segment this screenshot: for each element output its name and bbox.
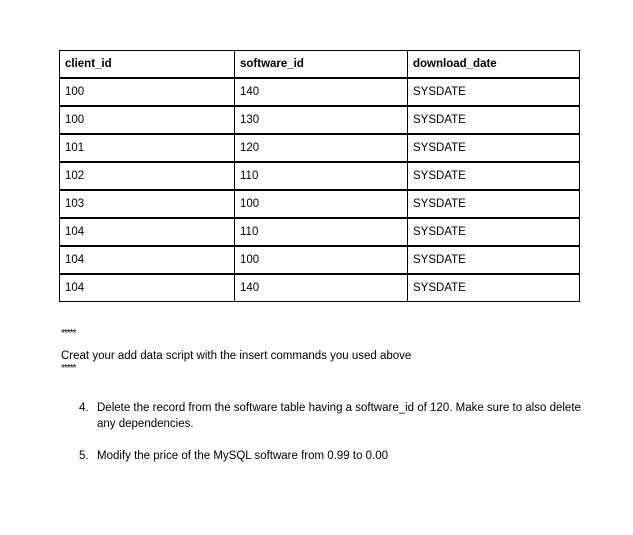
cell-software-id: 140 <box>235 274 408 302</box>
cell-client-id: 104 <box>60 218 235 246</box>
table-header-row <box>60 51 580 79</box>
cell-download-date: SYSDATE <box>408 106 580 134</box>
task-number: 5. <box>79 450 89 462</box>
table-row <box>60 106 580 134</box>
separator-stars-bottom: ***** <box>61 363 76 374</box>
cell-download-date: SYSDATE <box>408 78 580 106</box>
cell-download-date: SYSDATE <box>408 246 580 274</box>
table-row <box>60 246 580 274</box>
list-item <box>61 400 601 432</box>
cell-software-id: 120 <box>235 134 408 162</box>
table-row <box>60 190 580 218</box>
task-text: Modify the price of the MySQL software from 0.99 to 0.00 <box>97 450 389 462</box>
cell-client-id: 104 <box>60 274 235 302</box>
table-row <box>60 218 580 246</box>
cell-client-id: 101 <box>60 134 235 162</box>
table-row <box>60 274 580 302</box>
cell-download-date: SYSDATE <box>408 162 580 190</box>
instruction-text: Creat your add data script with the insert commands you used above <box>61 350 412 362</box>
cell-software-id: 100 <box>235 246 408 274</box>
cell-software-id: 140 <box>235 78 408 106</box>
table-row <box>60 78 580 106</box>
cell-software-id: 110 <box>235 162 408 190</box>
table-row <box>60 162 580 190</box>
cell-software-id: 100 <box>235 190 408 218</box>
list-item <box>61 448 601 464</box>
cell-software-id: 110 <box>235 218 408 246</box>
downloads-table <box>59 50 580 302</box>
table-row <box>60 134 580 162</box>
cell-download-date: SYSDATE <box>408 274 580 302</box>
task-number: 4. <box>79 402 89 414</box>
cell-client-id: 100 <box>60 78 235 106</box>
task-text: Delete the record from the software table having a software_id of 120. Make sure to also delete any dependencies. <box>97 402 581 430</box>
column-header-download-date: download_date <box>408 51 580 79</box>
cell-client-id: 102 <box>60 162 235 190</box>
cell-software-id: 130 <box>235 106 408 134</box>
cell-client-id: 100 <box>60 106 235 134</box>
column-header-software-id: software_id <box>235 51 408 79</box>
separator-stars-top: ***** <box>61 328 76 339</box>
cell-client-id: 103 <box>60 190 235 218</box>
cell-download-date: SYSDATE <box>408 218 580 246</box>
cell-download-date: SYSDATE <box>408 190 580 218</box>
cell-client-id: 104 <box>60 246 235 274</box>
task-list <box>61 400 601 480</box>
cell-download-date: SYSDATE <box>408 134 580 162</box>
column-header-client-id: client_id <box>60 51 235 79</box>
